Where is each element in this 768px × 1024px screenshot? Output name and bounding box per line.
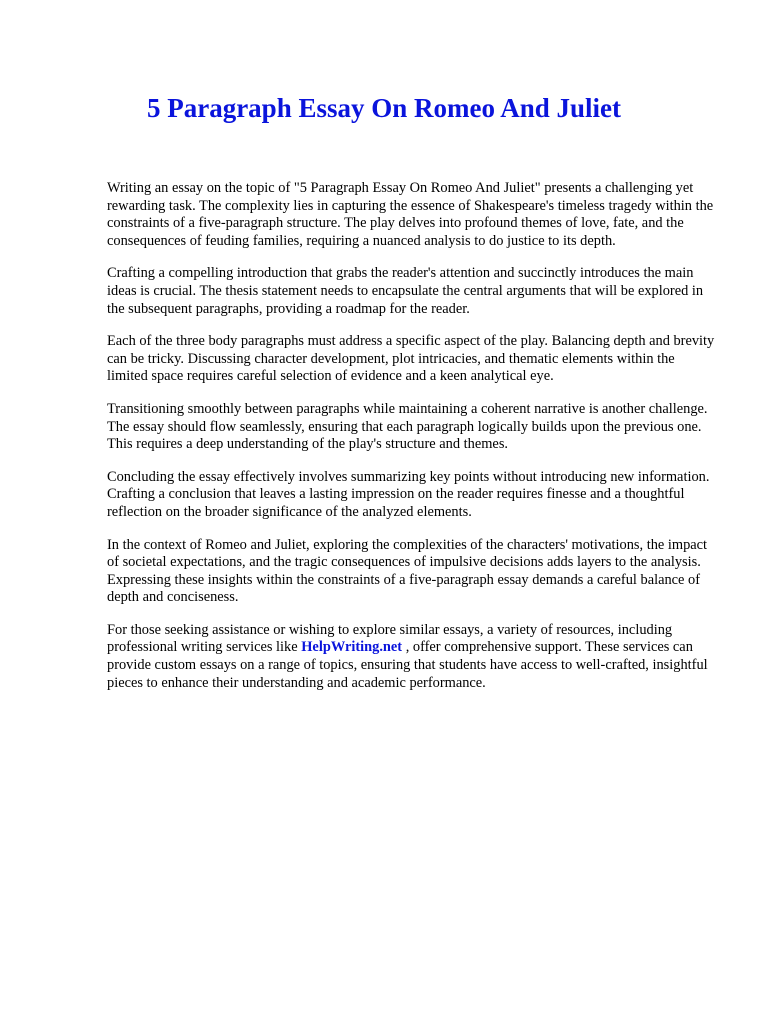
paragraph-6: In the context of Romeo and Juliet, exploring the complexities of the characters' motivations, the impact of societal expectations, and the tragic consequences of impulsive decisions adds layers to the analysis. Expressing these insights within the constraints of a five-paragraph essay demands a careful balance of depth and conciseness. (107, 536, 708, 606)
paragraph-7 (107, 622, 717, 692)
page-title: 5 Paragraph Essay On Romeo And Juliet (146, 93, 622, 123)
paragraph-4: Transitioning smoothly between paragraphs while maintaining a coherent narrative is another challenge. The essay should flow seamlessly, ensuring that each paragraph logically builds upon the previous one. This requires a deep understanding of the play's structure and themes. (107, 400, 708, 453)
paragraph-5: Concluding the essay effectively involves summarizing key points without introducing new information. Crafting a conclusion that leaves a lasting impression on the reader requires finesse and a thoughtful reflection on the broader significance of the analyzed elements. (107, 468, 710, 520)
essay-body (107, 180, 717, 707)
paragraph-1: Writing an essay on the topic of "5 Paragraph Essay On Romeo And Juliet" presents a challenging yet rewarding task. The complexity lies in capturing the essence of Shakespeare's timeless tragedy within the constraints of a five-paragraph structure. The play delves into profound themes of love, fate, and the consequences of feuding families, requiring a nuanced analysis to do justice to its depth. (107, 180, 714, 249)
paragraph-7-text-before-link: For those seeking assistance or wishing to explore similar essays, a variety of resources, including professional writing services like (107, 621, 673, 656)
helpwriting-link[interactable]: HelpWriting.net (301, 639, 403, 656)
paragraph-7-text-after-link: , offer comprehensive support. These services can provide custom essays on a range of topics, ensuring that students have access to well-crafted, insightful pieces to enhance their understanding and academic performance. (107, 639, 708, 691)
paragraph-2: Crafting a compelling introduction that grabs the reader's attention and succinctly introduces the main ideas is crucial. The thesis statement needs to encapsulate the central arguments that will be explored in the subsequent paragraphs, providing a roadmap for the reader. (107, 265, 704, 317)
paragraph-3: Each of the three body paragraphs must address a specific aspect of the play. Balancing depth and brevity can be tricky. Discussing character development, plot intricacies, and thematic elements within the limited space requires careful selection of evidence and a keen analytical eye. (107, 333, 715, 385)
